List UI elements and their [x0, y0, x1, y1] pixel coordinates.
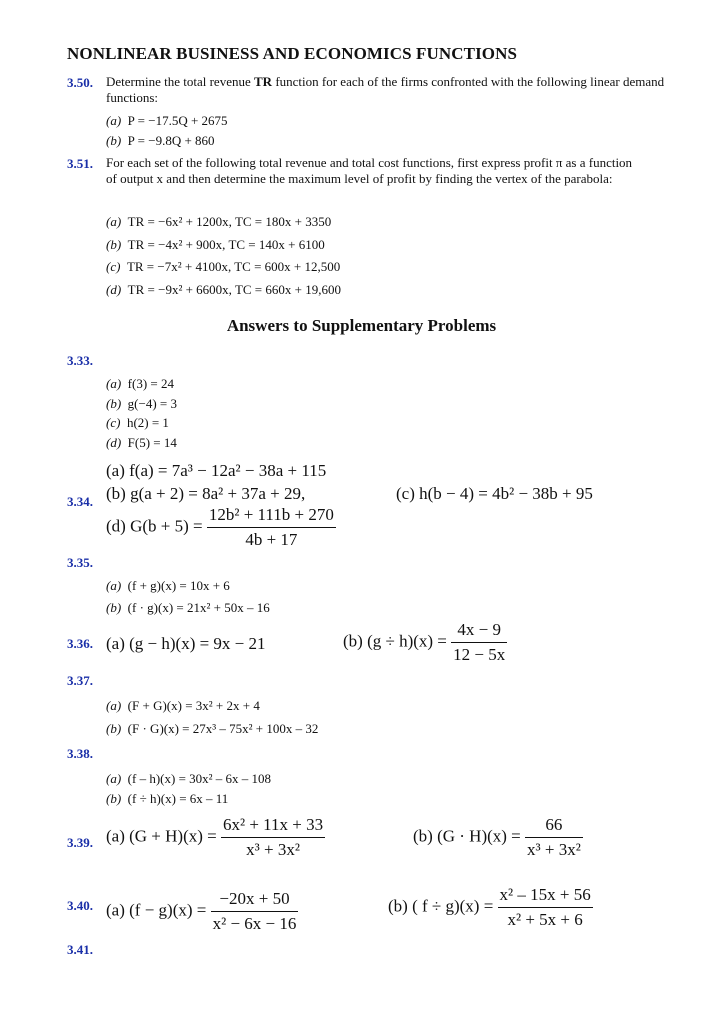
problem-text-part: function for each of the firms confronted with the following linear demand functions: [106, 74, 665, 105]
list-item: (a) (f – h)(x) = 30x² – 6x – 108 [106, 771, 272, 786]
problem-text-bold: TR [254, 74, 273, 89]
list-item: (d) TR = −9x² + 6600x, TC = 660x + 19,600 [106, 282, 341, 297]
list-item: (c) h(2) = 1 [106, 415, 169, 430]
fraction: $\frac{66}{\text{x³ + 3x²}}$ [527, 815, 581, 859]
answer-number-3-33: 3.33. [67, 353, 93, 368]
math-expression: (c) h(b − 4) = 4b² − 38b + 95 [396, 484, 593, 503]
answer-number-3-37: 3.37. [67, 673, 93, 688]
math-expression: (a) (g − h)(x) = 9x − 21 [106, 634, 266, 653]
problem-number-3-51: 3.51. [67, 156, 93, 171]
page-title: NONLINEAR BUSINESS AND ECONOMICS FUNCTIONS [67, 44, 518, 63]
answer-number-3-40: 3.40. [67, 898, 93, 913]
fraction: $\frac{-20x + 50}{\text{x² − 6x − 16}}$ [212, 889, 297, 933]
problem-text-3-50 [106, 74, 666, 106]
answer-number-3-38: 3.38. [67, 746, 93, 761]
list-item: (b) (f ÷ h)(x) = 6x – 11 [106, 791, 229, 806]
math-expression: (b) ( f ÷ g)(x) = $\frac{\text{x² – 15x + 56}}{\text{x² + 5x + 6}}$ [388, 885, 591, 929]
list-item: (c) TR = −7x² + 4100x, TC = 600x + 12,500 [106, 259, 341, 274]
fraction: $\frac{4x - 9}{12 - 5x}$ [453, 620, 506, 664]
list-item: (d) F(5) = 14 [106, 435, 177, 450]
math-expression: (a) (f − g)(x) = $\frac{-20x + 50}{\text{x² − 6x − 16}}$ [106, 889, 297, 933]
problem-text-part: Determine the total revenue [106, 74, 254, 89]
list-item: (a) f(3) = 24 [106, 376, 174, 391]
math-expression: (a) f(a) = 7a³ − 12a² − 38a + 115 [106, 461, 327, 480]
answer-number-3-36: 3.36. [67, 636, 93, 651]
answer-number-3-39: 3.39. [67, 835, 93, 850]
math-expression: (b) (G · H)(x) = $\frac{66}{\text{x³ + 3x²}}$ [413, 815, 581, 859]
list-item: (b) P = −9.8Q + 860 [106, 133, 215, 148]
list-item: (a) P = −17.5Q + 2675 [106, 113, 228, 128]
math-expression: (a) (G + H)(x) = $\frac{\text{6x² + 11x + 33}}{\text{x³ + 3x²}}$ [106, 815, 324, 859]
math-expression: (d) G(b + 5) = $\frac{\text{12b² + 111b + 270}}{4b + 17}$ [106, 505, 334, 549]
fraction: $\frac{\text{x² – 15x + 56}}{\text{x² + 5x + 6}}$ [499, 885, 591, 929]
answers-heading: Answers to Supplementary Problems [226, 316, 497, 335]
list-item: (b) TR = −4x² + 900x, TC = 140x + 6100 [106, 237, 325, 252]
math-expression: (b) g(a + 2) = 8a² + 37a + 29, [106, 484, 306, 503]
problem-number-3-50: 3.50. [67, 75, 93, 90]
list-item: (b) (f · g)(x) = 21x² + 50x – 16 [106, 600, 270, 615]
fraction: $\frac{\text{6x² + 11x + 33}}{\text{x³ + 3x²}}$ [223, 815, 324, 859]
math-expression: (b) (g ÷ h)(x) = $\frac{4x - 9}{12 - 5x}$ [343, 620, 506, 664]
list-item: (a) TR = −6x² + 1200x, TC = 180x + 3350 [106, 214, 332, 229]
fraction: $\frac{\text{12b² + 111b + 270}}{4b + 17}$ [208, 505, 334, 549]
answer-number-3-35: 3.35. [67, 555, 93, 570]
list-item: (a) (f + g)(x) = 10x + 6 [106, 578, 230, 593]
list-item: (a) (F + G)(x) = 3x² + 2x + 4 [106, 698, 260, 713]
list-item: (b) g(−4) = 3 [106, 396, 177, 411]
list-item: (b) (F · G)(x) = 27x³ – 75x² + 100x – 32 [106, 721, 319, 736]
problem-text-3-51: For each set of the following total revenue and total cost functions, first express profit π as a function of output x and then determine the maximum level of profit by finding the vertex of the parabola: [106, 155, 633, 186]
answer-number-3-34: 3.34. [67, 494, 93, 509]
answer-number-3-41: 3.41. [67, 942, 93, 957]
